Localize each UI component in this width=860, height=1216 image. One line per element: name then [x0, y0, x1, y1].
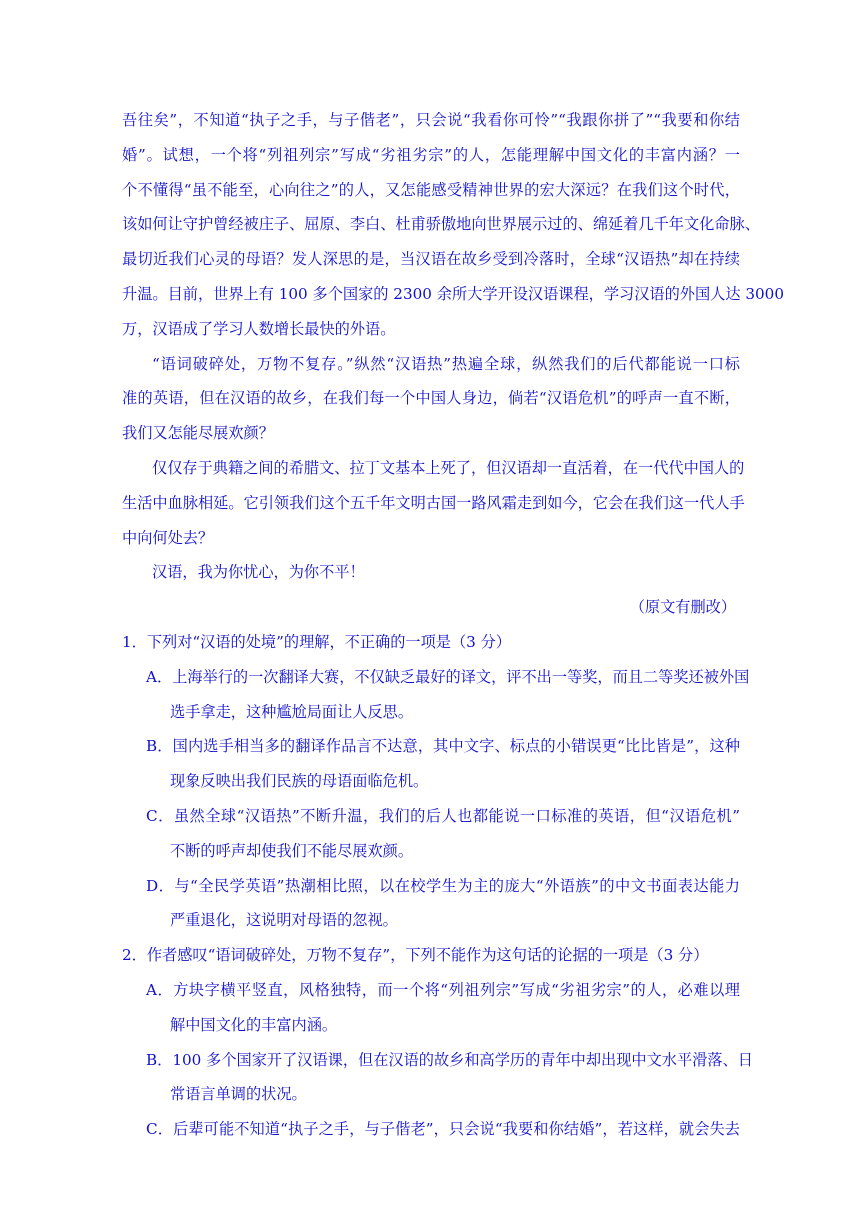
text-line: 仅仅存于典籍之间的希腊文、拉丁文基本上死了，但汉语却一直活着，在一代代中国人的: [152, 458, 745, 477]
text-line: D．与“全民学英语”热潮相比照，以在校学生为主的庞大“外语族”的中文书面表达能力: [146, 876, 740, 895]
text-line: 严重退化，这说明对母语的忽视。: [170, 911, 398, 930]
text-line: 准的英语，但在汉语的故乡，在我们每一个中国人身边，倘若“汉语危机”的呼声一直不断，: [122, 389, 740, 408]
text-line: 选手拿走，这种尴尬局面让人反思。: [170, 702, 413, 721]
text-line: 2．作者感叹“语词破碎处，万物不复存”，下列不能作为这句话的论据的一项是（3 分）: [122, 946, 709, 965]
option-a: [122, 660, 750, 730]
text-line: C．虽然全球“汉语热”不断升温，我们的后人也都能说一口标准的英语，但“汉语危机”: [146, 806, 740, 825]
option-a: [122, 973, 740, 1043]
option-b: [122, 1043, 753, 1113]
option-c: [122, 799, 740, 869]
text-line: 中向何处去？: [122, 528, 214, 547]
text-line: 婚”。试想，一个将“列祖列宗”写成“劣祖劣宗”的人，怎能理解中国文化的丰富内涵？一: [122, 145, 740, 164]
text-line: A．上海举行的一次翻译大赛，不仅缺乏最好的译文，评不出一等奖，而且二等奖还被外国: [146, 667, 750, 686]
question-stem: [122, 625, 740, 660]
text-line: “语词破碎处，万物不复存。”纵然“汉语热”热遍全球，纵然我们的后代都能说一口标: [152, 354, 740, 373]
text-line: 常语言单调的状况。: [170, 1085, 307, 1104]
text-line: 1．下列对“汉语的处境”的理解，不正确的一项是（3 分）: [122, 632, 511, 651]
passage-paragraph-1: [122, 103, 784, 347]
text-line: 该如何让守护曾经被庄子、屈原、李白、杜甫骄傲地向世界展示过的、绵延着几千年文化命脉、: [122, 215, 760, 234]
option-b: [122, 729, 740, 799]
text-line: B．国内选手相当多的翻译作品言不达意，其中文字、标点的小错误更“比比皆是”，这种: [146, 737, 740, 756]
text-line: 汉语，我为你忧心，为你不平！: [152, 563, 365, 582]
text-line: 个不懂得“虽不能至，心向往之”的人，又怎能感受精神世界的宏大深远？在我们这个时代，: [122, 180, 740, 199]
text-line: 升温。目前，世界上有 100 多个国家的 2300 余所大学开设汉语课程，学习汉语的外国人达 3000: [122, 284, 784, 303]
text-line: 我们又怎能尽展欢颜？: [122, 424, 274, 443]
document-page: [122, 103, 784, 1147]
passage-paragraph-2: [122, 347, 740, 451]
text-line: 吾往矣”，不知道“执子之手，与子偕老”，只会说“我看你可怜”“我跟你拼了”“我要和你结: [122, 111, 740, 129]
text-line: 最切近我们心灵的母语？发人深思的是，当汉语在故乡受到冷落时，全球“汉语热”却在持续: [122, 250, 740, 269]
text-line: A．方块字横平竖直，风格独特，而一个将“列祖列宗”写成“劣祖劣宗”的人，必难以理: [146, 980, 740, 999]
question-1: [122, 625, 750, 938]
text-line: C．后辈可能不知道“执子之手，与子偕老”，只会说“我要和你结婚”，若这样，就会失去: [146, 1120, 740, 1139]
text-line: 不断的呼声却使我们不能尽展欢颜。: [170, 841, 413, 860]
source-note: （原文有删改）: [629, 598, 736, 617]
option-d: [122, 869, 740, 939]
question-2: [122, 938, 753, 1147]
text-line: 万，汉语成了学习人数增长最快的外语。: [122, 319, 396, 338]
passage-paragraph-4: [122, 555, 740, 590]
passage-paragraph-3: [122, 451, 745, 555]
text-line: 解中国文化的丰富内涵。: [170, 1015, 338, 1034]
text-line: 生活中血脉相延。它引领我们这个五千年文明古国一路风霜走到如今，它会在我们这一代人手: [122, 493, 745, 512]
text-line: B．100 多个国家开了汉语课，但在汉语的故乡和高学历的青年中却出现中文水平滑落、日: [146, 1050, 753, 1069]
question-stem: [122, 938, 740, 973]
text-line: 现象反映出我们民族的母语面临危机。: [170, 772, 429, 791]
option-c: [122, 1112, 740, 1147]
